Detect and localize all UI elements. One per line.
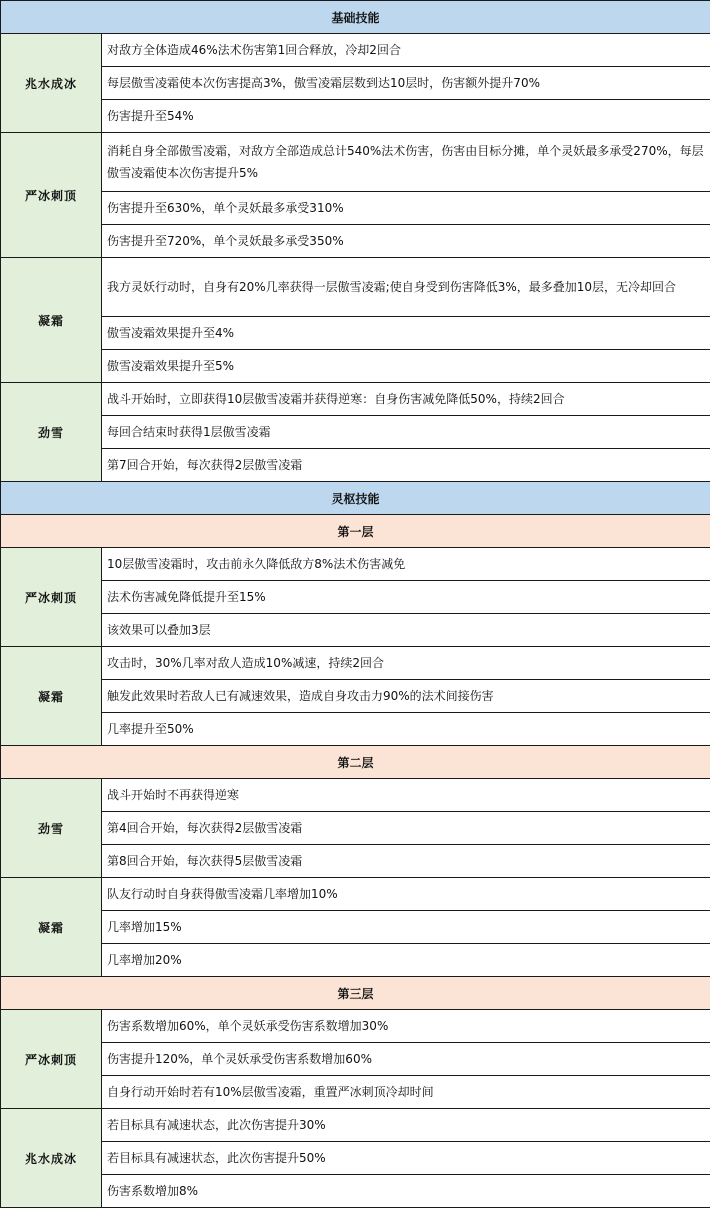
layer-title: 第三层 (1, 977, 710, 1010)
layer-header-row (1, 977, 710, 1010)
skill-description: 战斗开始时不再获得逆寒 (102, 779, 710, 812)
skill-name: 严冰刺顶 (1, 1010, 102, 1109)
skill-description: 若目标具有减速状态，此次伤害提升30% (102, 1109, 710, 1142)
skill-description: 触发此效果时若敌人已有减速效果，造成自身攻击力90%的法术间接伤害 (102, 680, 710, 713)
skill-name: 凝霜 (1, 878, 102, 977)
skill-description: 我方灵妖行动时，自身有20%几率获得一层傲雪凌霜;使自身受到伤害降低3%，最多叠加10层，无冷却回合 (102, 258, 710, 317)
skill-description: 每层傲雪凌霜使本次伤害提高3%，傲雪凌霜层数到达10层时，伤害额外提升70% (102, 67, 710, 100)
layer-header-row (1, 515, 710, 548)
section-header-row (1, 482, 710, 515)
skill-name: 兆水成冰 (1, 1109, 102, 1208)
skill-description: 伤害提升至54% (102, 100, 710, 133)
skill-name: 严冰刺顶 (1, 133, 102, 258)
section-title-basic: 基础技能 (1, 1, 710, 34)
skill-description: 几率提升至50% (102, 713, 710, 746)
skill-description: 傲雪凌霜效果提升至4% (102, 317, 710, 350)
skill-description: 自身行动开始时若有10%层傲雪凌霜，重置严冰刺顶冷却时间 (102, 1076, 710, 1109)
skill-description: 伤害系数增加8% (102, 1175, 710, 1208)
skill-name: 凝霜 (1, 647, 102, 746)
skill-description: 第8回合开始，每次获得5层傲雪凌霜 (102, 845, 710, 878)
skill-description: 消耗自身全部傲雪凌霜，对敌方全部造成总计540%法术伤害，伤害由目标分摊，单个灵妖最多承受270%，每层傲雪凌霜使本次伤害提升5% (102, 133, 710, 192)
skill-description: 队友行动时自身获得傲雪凌霜几率增加10% (102, 878, 710, 911)
layer-header-row (1, 746, 710, 779)
skill-description: 若目标具有减速状态，此次伤害提升50% (102, 1142, 710, 1175)
skill-description: 对敌方全体造成46%法术伤害第1回合释放，冷却2回合 (102, 34, 710, 67)
skill-description: 伤害系数增加60%，单个灵妖承受伤害系数增加30% (102, 1010, 710, 1043)
layer-title: 第二层 (1, 746, 710, 779)
skill-description: 10层傲雪凌霜时，攻击前永久降低敌方8%法术伤害减免 (102, 548, 710, 581)
skill-description: 傲雪凌霜效果提升至5% (102, 350, 710, 383)
skill-name: 劲雪 (1, 383, 102, 482)
skill-description: 每回合结束时获得1层傲雪凌霜 (102, 416, 710, 449)
skill-description: 伤害提升至720%，单个灵妖最多承受350% (102, 225, 710, 258)
skill-description: 法术伤害减免降低提升至15% (102, 581, 710, 614)
skill-description: 第7回合开始，每次获得2层傲雪凌霜 (102, 449, 710, 482)
skill-description: 战斗开始时，立即获得10层傲雪凌霜并获得逆寒：自身伤害减免降低50%，持续2回合 (102, 383, 710, 416)
skill-description: 该效果可以叠加3层 (102, 614, 710, 647)
skill-description: 第4回合开始，每次获得2层傲雪凌霜 (102, 812, 710, 845)
skill-description: 攻击时，30%几率对敌人造成10%减速，持续2回合 (102, 647, 710, 680)
skill-name: 兆水成冰 (1, 34, 102, 133)
skill-description: 伤害提升120%，单个灵妖承受伤害系数增加60% (102, 1043, 710, 1076)
skill-description: 伤害提升至630%，单个灵妖最多承受310% (102, 192, 710, 225)
section-title-lingshu: 灵枢技能 (1, 482, 710, 515)
layer-title: 第一层 (1, 515, 710, 548)
skill-description: 几率增加20% (102, 944, 710, 977)
skill-name: 凝霜 (1, 258, 102, 383)
skill-name: 劲雪 (1, 779, 102, 878)
section-header-row (1, 1, 710, 34)
skill-description: 几率增加15% (102, 911, 710, 944)
skill-name: 严冰刺顶 (1, 548, 102, 647)
